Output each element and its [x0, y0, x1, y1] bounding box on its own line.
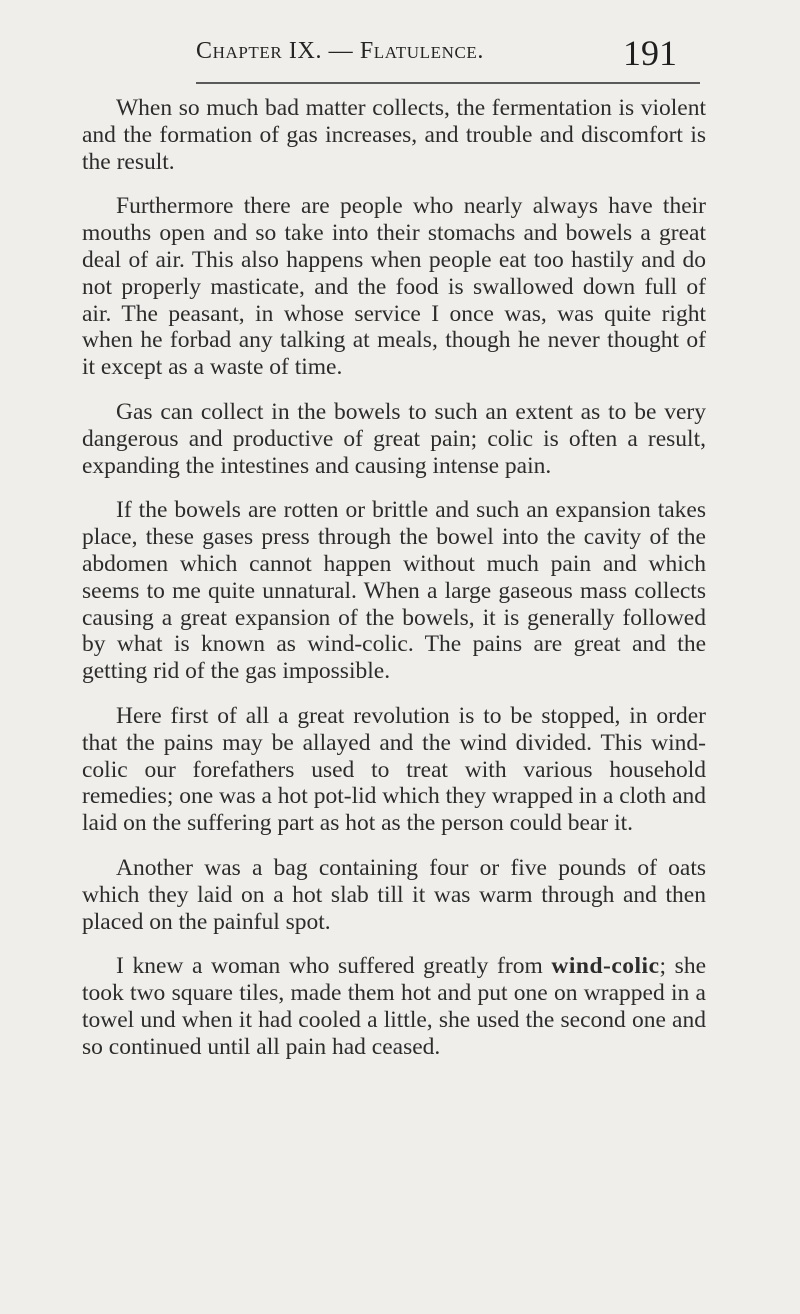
page-number: 191	[623, 33, 677, 73]
emphasized-term: wind-colic	[551, 953, 660, 980]
paragraph: When so much bad matter collects, the fermentation is violent and the formation of gas increases, and trouble and discomfort is the result.	[82, 95, 706, 175]
paragraph	[82, 953, 706, 1060]
paragraph: Here first of all a great revolution is to be stopped, in order that the pains may be allayed and the wind divided. This wind-colic our forefathers used to treat with various household remedies; one was a hot pot-lid which they wrapped in a cloth and laid on the suffering part as hot as the person could bear it.	[82, 702, 706, 837]
paragraph: Furthermore there are people who nearly always have their mouths open and so take into their stomachs and bowels a great deal of air. This also happens when people eat too hastily and do not properly masticate, and the food is swallowed down full of air. The peasant, in whose service I once was, was quite right when he forbad any talking at meals, though he never thought of it except as a waste of time.	[82, 193, 706, 381]
paragraph-text-before: I knew a woman who suffered greatly from	[116, 953, 552, 980]
running-head: Chapter IX. — Flatulence.	[196, 38, 485, 64]
body-text	[82, 95, 706, 1061]
paragraph-text-after: ; she took two square tiles, made them hot and put one on wrapped in a towel und when it had cooled a little, she used the second one and so continued until all pain had ceased.	[82, 953, 707, 1060]
paragraph: Another was a bag containing four or five pounds of oats which they laid on a hot slab till it was warm through and then placed on the painful spot.	[82, 854, 706, 935]
header-rule	[196, 82, 700, 84]
paragraph: If the bowels are rotten or brittle and such an expansion takes place, these gases press through the bowel into the cavity of the abdomen which cannot happen without much pain and which seems to me quite unnatural. When a large gaseous mass collects causing a great expansion of the bowels, it is generally followed by what is known as wind-colic. The pains are great and the getting rid of the gas impossible.	[82, 497, 706, 685]
paragraph: Gas can collect in the bowels to such an extent as to be very dangerous and productive of great pain; colic is often a result, expanding the intestines and causing intense pain.	[82, 398, 706, 479]
